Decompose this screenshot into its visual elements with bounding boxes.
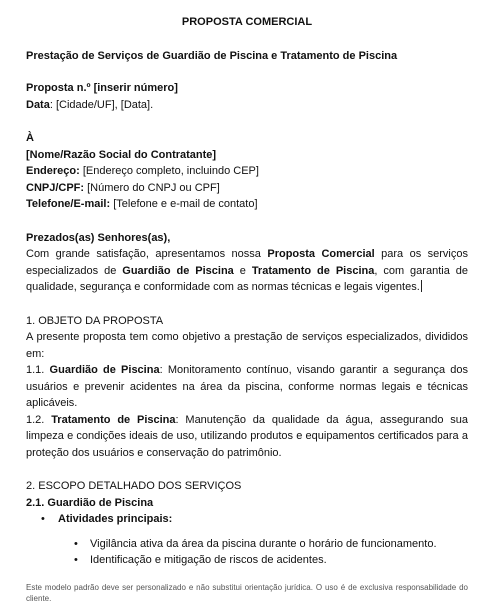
intro-text-1: Com grande satisfação, apresentamos nossa xyxy=(26,248,268,260)
section-1-heading: 1. OBJETO DA PROPOSTA xyxy=(26,314,164,327)
disclaimer-footer: Este modelo padrão deve ser personalizado e não substitui orientação jurídica. O uso é de exclusiva responsabilidade do cliente. xyxy=(26,583,468,603)
date-line xyxy=(26,97,468,114)
list-item xyxy=(26,511,468,528)
phone-line xyxy=(26,196,468,213)
address-value: [Endereço completo, incluindo CEP] xyxy=(79,165,259,177)
intro-text-3: e xyxy=(233,264,252,277)
intro-bold-2: Guardião de Piscina xyxy=(122,264,234,277)
intro-paragraph[interactable] xyxy=(26,246,468,296)
section-2-subheading: 2.1. Guardião de Piscina xyxy=(26,496,154,509)
bullet-text: Vigilância ativa da área da piscina durante o horário de funcionamento. xyxy=(90,537,437,550)
intro-text-2: para os serviços especializados de xyxy=(26,248,468,277)
intro-bold-1: Proposta Comercial xyxy=(267,248,375,260)
list-item xyxy=(26,552,468,569)
date-label: Data xyxy=(26,98,50,111)
address-label: Endereço: xyxy=(26,165,80,177)
phone-value: [Telefone e e-mail de contato] xyxy=(110,198,258,210)
intro-text-4: , com garantia de qualidade, segurança e conformidade com as normas técnicas e legais vigentes. xyxy=(26,264,468,293)
address-line xyxy=(26,163,468,180)
cnpj-value: [Número do CNPJ ou CPF] xyxy=(84,181,220,194)
item-1-text: : Monitoramento contínuo, visando garantir a segurança dos usuários e prevenir acidentes na área da piscina, conforme normas legais e técnicas aplicáveis. xyxy=(26,364,469,409)
section-2-heading: 2. ESCOPO DETALHADO DOS SERVIÇOS xyxy=(26,480,242,492)
bullet-text: Identificação e mitigação de riscos de acidentes. xyxy=(90,554,327,566)
date-value: : [Cidade/UF], [Data]. xyxy=(49,98,154,111)
item-2-text: : Manutenção da qualidade da água, assegurando sua limpeza e condições ideais de uso, utilizando produtos e equipamentos certificados para a proteção dos usuários e conservação do patrimônio. xyxy=(26,413,469,459)
recipient-to: À xyxy=(26,132,34,144)
item-1-title: Guardião de Piscina xyxy=(49,364,160,376)
proposal-number: Proposta n.º [inserir número] xyxy=(26,82,178,94)
phone-label: Telefone/E-mail: xyxy=(26,198,111,210)
item-2-title: Tratamento de Piscina xyxy=(51,413,176,426)
section-1-item-2 xyxy=(26,412,468,462)
document-subtitle: Prestação de Serviços de Guardião de Piscina e Tratamento de Piscina xyxy=(26,49,398,62)
section-1-text: A presente proposta tem como objetivo a prestação de serviços especializados, divididos em: xyxy=(26,331,468,360)
list-item xyxy=(26,536,468,553)
greeting: Prezados(as) Senhores(as), xyxy=(26,231,171,244)
cnpj-line xyxy=(26,180,468,197)
bullet-label: Atividades principais: xyxy=(58,513,173,525)
cnpj-label: CNPJ/CPF: xyxy=(26,181,85,194)
bullet-icon: • xyxy=(74,554,78,566)
text-cursor xyxy=(421,280,422,292)
intro-bold-3: Tratamento de Piscina xyxy=(251,264,375,277)
document-title: PROPOSTA COMERCIAL xyxy=(181,16,313,28)
bullet-icon: • xyxy=(74,537,78,550)
client-name: [Nome/Razão Social do Contratante] xyxy=(26,148,217,161)
section-1-item-1 xyxy=(26,362,468,412)
item-2-prefix: 1.2. xyxy=(26,413,52,426)
item-1-prefix: 1.1. xyxy=(26,364,50,376)
bullet-icon: • xyxy=(41,513,45,525)
